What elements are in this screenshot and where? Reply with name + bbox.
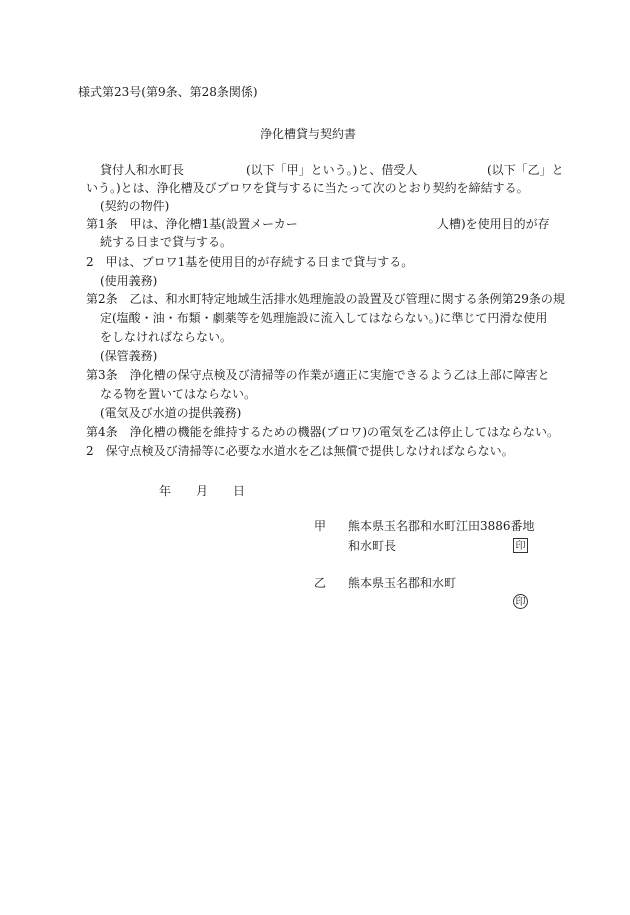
article-2-line-1: 第2条 乙は、和水町特定地域生活排水処理施設の設置及び管理に関する条例第29条の規 <box>86 292 565 306</box>
party-ko-seal: 印 <box>513 538 528 553</box>
form-number: 様式第23号(第9条、第28条関係) <box>78 85 258 99</box>
party-otsu-address: 熊本県玉名郡和水町 <box>348 576 457 590</box>
intro-ko-note: (以下「甲」という。)と、借受人 <box>246 163 418 177</box>
article-3-line-1: 第3条 浄化槽の保守点検及び清掃等の作業が適正に実施できるよう乙は上部に障害と <box>86 368 550 382</box>
party-ko-label: 甲 <box>314 519 327 533</box>
article-1-line-2: 続する日まで貸与する。 <box>100 235 233 249</box>
article-1-para-2: 2 甲は、ブロワ1基を使用目的が存続する日まで貸与する。 <box>86 255 414 269</box>
party-ko-name: 和水町長 <box>348 539 397 553</box>
document-title: 浄化槽貸与契約書 <box>260 127 357 141</box>
intro-lender: 貸付人和水町長 <box>100 163 185 177</box>
intro-line-2: いう。)とは、浄化槽及びブロワを貸与するに当たって次のとおり契約を締結する。 <box>86 181 529 195</box>
article-4-para-2: 2 保守点検及び清掃等に必要な水道水を乙は無償で提供しなければならない。 <box>86 444 514 458</box>
party-otsu-label: 乙 <box>314 576 327 590</box>
section-heading-custody-duty: (保管義務) <box>100 349 158 363</box>
date-year: 年 <box>159 484 172 498</box>
party-ko-address: 熊本県玉名郡和水町江田3886番地 <box>348 519 535 533</box>
article-1-line-1a: 第1条 甲は、浄化槽1基(設置メーカー <box>86 217 298 231</box>
date-month: 月 <box>196 484 209 498</box>
article-4-line-1: 第4条 浄化槽の機能を維持するための機器(ブロワ)の電気を乙は停止してはならない。 <box>86 425 560 439</box>
article-2-line-2: 定(塩酸・油・布類・劇薬等を処理施設に流入してはならない。)に準じて円滑な使用 <box>100 311 548 325</box>
article-2-line-3: をしなければならない。 <box>100 330 233 344</box>
section-heading-contract-item: (契約の物件) <box>100 199 170 213</box>
article-1-line-1b: 人槽)を使用目的が存 <box>437 217 550 231</box>
section-heading-utility-duty: (電気及び水道の提供義務) <box>100 406 242 420</box>
section-heading-usage-duty: (使用義務) <box>100 274 158 288</box>
party-otsu-seal: 印 <box>513 594 528 609</box>
article-3-line-2: なる物を置いてはならない。 <box>100 387 257 401</box>
date-day: 日 <box>233 484 246 498</box>
intro-otsu-note: (以下「乙」と <box>487 163 564 177</box>
